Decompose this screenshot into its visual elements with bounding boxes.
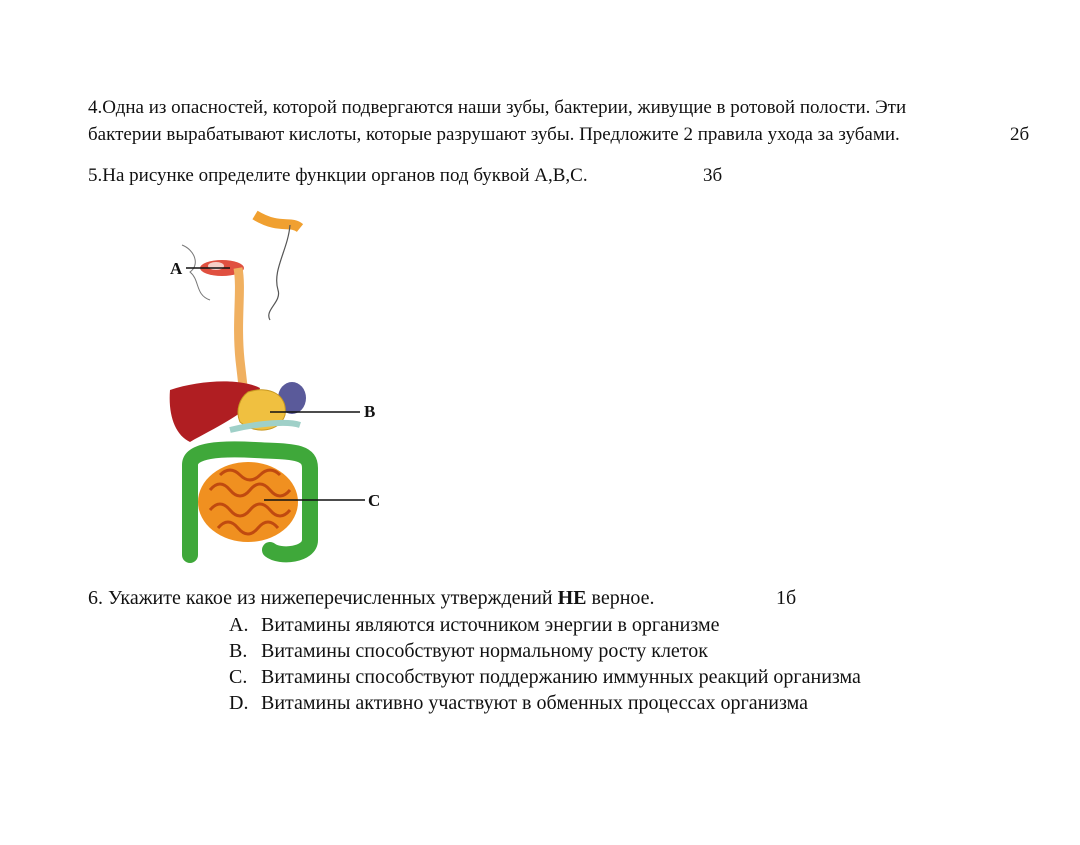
head-top-shape: [255, 215, 300, 228]
question-5-points: 3б: [703, 165, 723, 186]
option-letter: D.: [229, 692, 249, 714]
question-6-emphasis: НЕ: [557, 587, 587, 609]
question-4-line-1: 4.Одна из опасностей, которой подвергаются наши зубы, бактерии, живущие в ротовой полости. Эти: [88, 97, 907, 118]
option-text: Витамины способствуют поддержанию иммунных реакций организма: [261, 666, 861, 688]
option-a: [229, 612, 720, 638]
option-b: [229, 638, 708, 664]
question-6-suffix: верное.: [586, 587, 655, 609]
teeth-shape: [208, 262, 224, 270]
option-c: [229, 664, 861, 690]
option-text: Витамины являются источником энергии в организме: [261, 614, 720, 636]
option-text: Витамины способствуют нормальному росту клеток: [261, 640, 709, 662]
option-letter: B.: [229, 640, 248, 662]
label-a: A: [170, 259, 183, 278]
option-text: Витамины активно участвуют в обменных процессах организма: [261, 692, 809, 714]
option-letter: C.: [229, 666, 248, 688]
label-c: C: [368, 491, 381, 510]
option-d: [229, 690, 808, 716]
option-letter: A.: [229, 614, 249, 636]
small-intestine-shape: [198, 462, 298, 542]
question-6-text: [88, 586, 655, 610]
question-6-prefix: 6. Укажите какое из нижеперечисленных утверждений: [88, 587, 558, 609]
label-b: B: [364, 402, 376, 421]
question-4-points: 2б: [1010, 124, 1030, 145]
question-4-line-2: бактерии вырабатывают кислоты, которые разрушают зубы. Предложите 2 правила ухода за зубами.: [88, 124, 900, 145]
face-profile-outline: [269, 225, 290, 320]
question-6-points: 1б: [776, 587, 797, 609]
question-5-text: 5.На рисунке определите функции органов под буквой А,В,С.: [88, 165, 588, 186]
digestive-system-diagram: [160, 210, 400, 570]
esophagus-shape: [238, 268, 244, 395]
